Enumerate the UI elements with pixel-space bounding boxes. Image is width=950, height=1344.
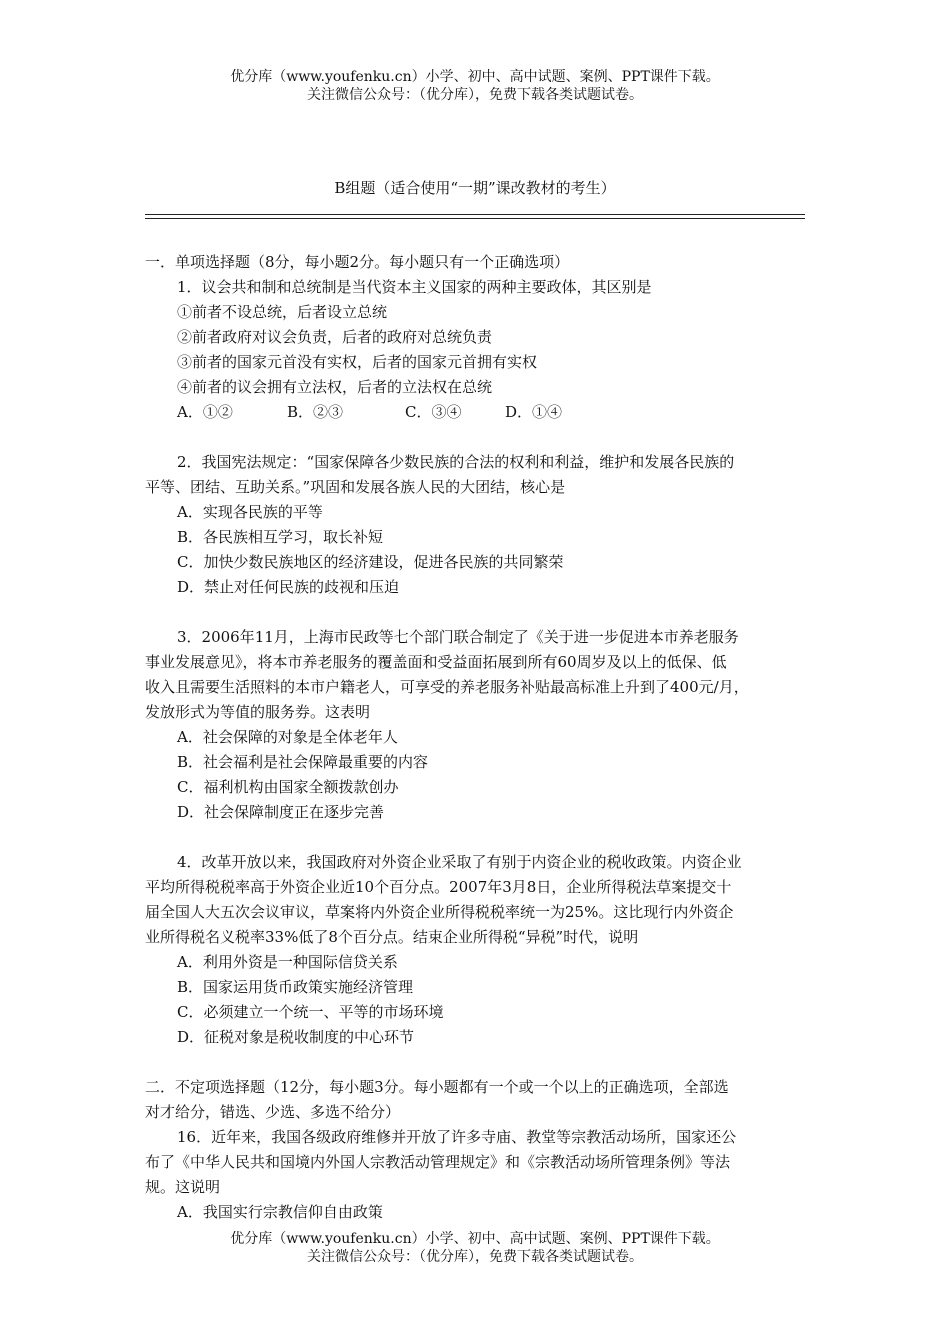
q1-statement-2: ②前者政府对议会负责，后者的政府对总统负责 <box>177 328 493 346</box>
q1-option-d: D．①④ <box>505 403 563 421</box>
q1-option-b: B．②③ <box>287 403 344 421</box>
header-line-2: 关注微信公众号：（优分库），免费下载各类试题试卷。 <box>307 87 643 103</box>
q3-stem-line-1: 3．2006年11月，上海市民政等七个部门联合制定了《关于进一步促进本市养老服务 <box>177 628 739 646</box>
q1-statement-4: ④前者的议会拥有立法权，后者的立法权在总统 <box>177 378 493 396</box>
q16-stem-line-2: 布了《中华人民共和国境内外国人宗教活动管理规定》和《宗教活动场所管理条例》等法 <box>145 1153 731 1171</box>
section-title: B组题（适合使用“一期”课改教材的考生） <box>334 179 616 197</box>
q2-option-a: A．实现各民族的平等 <box>177 503 323 521</box>
part1-heading: 一．单项选择题（8分，每小题2分。每小题只有一个正确选项） <box>145 253 570 271</box>
q3-option-c: C．福利机构由国家全额拨款创办 <box>177 778 399 796</box>
page-header <box>0 68 950 104</box>
footer-line-2: 关注微信公众号：（优分库），免费下载各类试题试卷。 <box>307 1249 643 1265</box>
part2-heading-line-2: 对才给分，错选、少选、多选不给分） <box>145 1103 401 1121</box>
q1-statement-3: ③前者的国家元首没有实权，后者的国家元首拥有实权 <box>177 353 538 371</box>
q3-stem-line-4: 发放形式为等值的服务券。这表明 <box>145 703 371 721</box>
q16-stem-line-3: 规。这说明 <box>145 1178 221 1196</box>
q2-option-d: D．禁止对任何民族的歧视和压迫 <box>177 578 400 596</box>
page-footer <box>0 1230 950 1266</box>
q4-stem-line-3: 届全国人大五次会议审议，草案将内外资企业所得税税率统一为25%。这比现行内外资企 <box>145 903 734 921</box>
q3-stem-line-2: 事业发展意见》，将本市养老服务的覆盖面和受益面拓展到所有60周岁及以上的低保、低 <box>145 653 727 671</box>
q3-stem-line-3: 收入且需要生活照料的本市户籍老人，可享受的养老服务补贴最高标准上升到了400元/月， <box>145 678 749 696</box>
q3-option-b: B．社会福利是社会保障最重要的内容 <box>177 753 429 771</box>
q4-option-c: C．必须建立一个统一、平等的市场环境 <box>177 1003 444 1021</box>
q1-option-c: C．③④ <box>405 403 462 421</box>
title-rule-bottom <box>145 218 805 219</box>
q4-option-a: A．利用外资是一种国际信贷关系 <box>177 953 398 971</box>
q1-statement-1: ①前者不设总统，后者设立总统 <box>177 303 388 321</box>
q1-stem: 1．议会共和制和总统制是当代资本主义国家的两种主要政体，其区别是 <box>177 278 652 296</box>
header-line-1: 优分库（www.youfenku.cn）小学、初中、高中试题、案例、PPT课件下载。 <box>230 69 720 85</box>
q4-stem-line-4: 业所得税名义税率33%低了8个百分点。结束企业所得税“异税”时代，说明 <box>145 928 639 946</box>
q4-option-d: D．征税对象是税收制度的中心环节 <box>177 1028 415 1046</box>
q2-option-b: B．各民族相互学习，取长补短 <box>177 528 384 546</box>
part2-heading-line-1: 二．不定项选择题（12分，每小题3分。每小题都有一个或一个以上的正确选项，全部选 <box>145 1078 729 1096</box>
q4-stem-line-1: 4．改革开放以来，我国政府对外资企业采取了有别于内资企业的税收政策。内资企业 <box>177 853 742 871</box>
exam-content <box>145 250 810 1225</box>
q3-option-a: A．社会保障的对象是全体老年人 <box>177 728 398 746</box>
q4-option-b: B．国家运用货币政策实施经济管理 <box>177 978 414 996</box>
q4-stem-line-2: 平均所得税税率高于外资企业近10个百分点。2007年3月8日，企业所得税法草案提交十 <box>145 878 732 896</box>
q2-stem-line-2: 平等、团结、互助关系。”巩固和发展各族人民的大团结，核心是 <box>145 478 566 496</box>
q16-stem-line-1: 16．近年来，我国各级政府维修并开放了许多寺庙、教堂等宗教活动场所，国家还公 <box>177 1128 737 1146</box>
q1-option-a: A．①② <box>177 403 233 421</box>
q1-options <box>145 400 810 425</box>
title-rule-top <box>145 214 805 215</box>
q2-stem-line-1: 2．我国宪法规定：“国家保障各少数民族的合法的权利和利益，维护和发展各民族的 <box>177 453 735 471</box>
q2-option-c: C．加快少数民族地区的经济建设，促进各民族的共同繁荣 <box>177 553 564 571</box>
q3-option-d: D．社会保障制度正在逐步完善 <box>177 803 385 821</box>
footer-line-1: 优分库（www.youfenku.cn）小学、初中、高中试题、案例、PPT课件下载。 <box>230 1231 720 1247</box>
q16-option-a: A．我国实行宗教信仰自由政策 <box>177 1203 383 1221</box>
